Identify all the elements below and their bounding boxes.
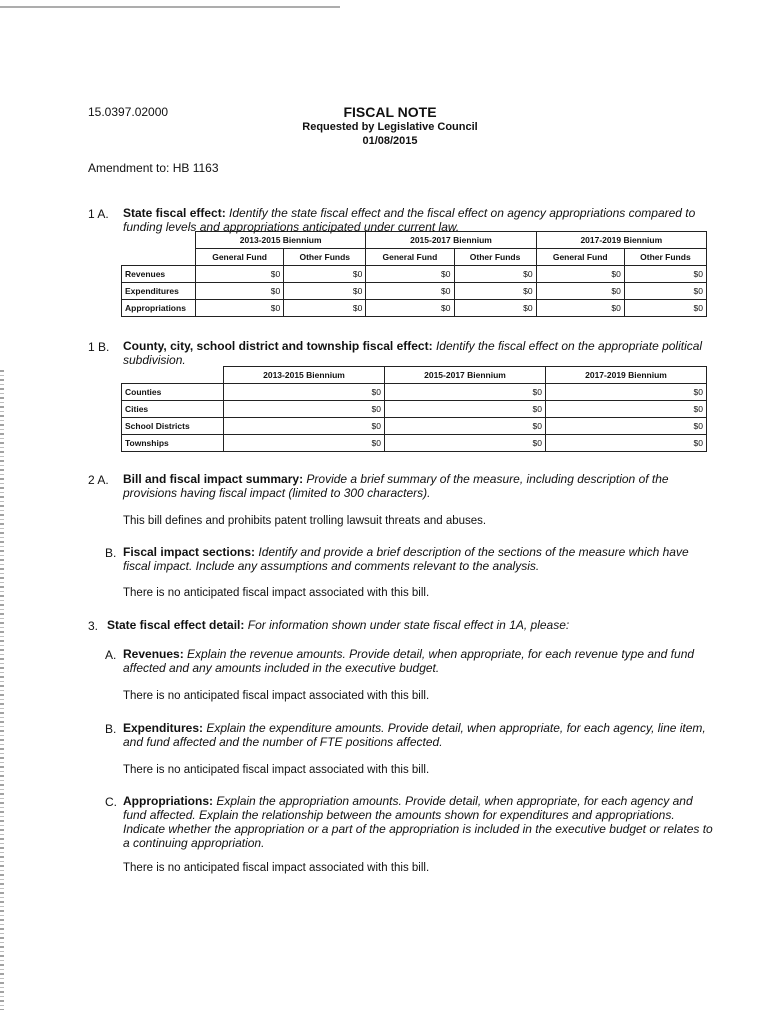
section-3-number: 3. (88, 619, 99, 633)
biennium-header: 2017-2019 Biennium (546, 367, 707, 384)
table-cell: $0 (454, 283, 536, 300)
table-cell: $0 (385, 401, 546, 418)
section-2a-label: Bill and fiscal impact summary: (123, 472, 304, 486)
table-cell: $0 (454, 266, 536, 283)
section-2a-answer: This bill defines and prohibits patent trolling lawsuit threats and abuses. (123, 515, 487, 527)
table-cell: $0 (224, 418, 385, 435)
table-cell: $0 (546, 435, 707, 452)
section-1a-instructions: Identify the state fiscal effect and the fiscal effect on agency appropriations compared to funding levels and appropriations anticipated under current law. (123, 206, 696, 234)
biennium-header: 2013-2015 Biennium (224, 367, 385, 384)
biennium-header: 2017-2019 Biennium (536, 232, 706, 249)
section-3c-heading (123, 794, 713, 850)
table-row (122, 367, 707, 384)
section-3a-answer: There is no anticipated fiscal impact associated with this bill. (123, 690, 430, 702)
table-cell: $0 (546, 418, 707, 435)
table-cell: $0 (224, 435, 385, 452)
state-fiscal-table (121, 231, 707, 317)
table-cell: $0 (284, 283, 366, 300)
table-row (122, 401, 707, 418)
biennium-header: 2015-2017 Biennium (366, 232, 536, 249)
row-label: Expenditures (122, 283, 196, 300)
section-2a-number: 2 A. (88, 473, 109, 487)
table-cell: $0 (536, 283, 624, 300)
table-cell: $0 (224, 401, 385, 418)
table-cell: $0 (385, 418, 546, 435)
section-3b-label: Expenditures: (123, 721, 204, 735)
section-2b-answer: There is no anticipated fiscal impact associated with this bill. (123, 587, 430, 599)
row-label: Revenues (122, 266, 196, 283)
section-3a-heading (123, 647, 713, 675)
section-1b-instructions: Identify the fiscal effect on the appropriate political subdivision. (123, 339, 703, 367)
fund-header: Other Funds (454, 249, 536, 266)
table-cell: $0 (385, 435, 546, 452)
table-cell: $0 (546, 384, 707, 401)
section-3a-number: A. (105, 648, 117, 662)
row-label: Cities (122, 401, 224, 418)
table-cell: $0 (536, 300, 624, 317)
section-3b-answer: There is no anticipated fiscal impact associated with this bill. (123, 764, 430, 776)
section-2a-instructions: Provide a brief summary of the measure, including description of the provisions having fiscal impact (limited to 300 characters). (123, 472, 669, 500)
section-2b-number: B. (105, 546, 117, 560)
section-3-instructions: For information shown under state fiscal effect in 1A, please: (247, 618, 570, 632)
table-cell: $0 (546, 401, 707, 418)
table-cell: $0 (196, 266, 284, 283)
table-cell: $0 (196, 300, 284, 317)
section-2a-heading (123, 472, 713, 500)
fund-header: Other Funds (284, 249, 366, 266)
section-3a-instructions: Explain the revenue amounts. Provide detail, when appropriate, for each revenue type and fund affected and any amounts included in the executive budget. (123, 647, 695, 675)
section-1b-label: County, city, school district and township fiscal effect: (123, 339, 433, 353)
table-row (122, 435, 707, 452)
requested-by: Requested by Legislative Council (302, 121, 478, 133)
table-cell: $0 (536, 266, 624, 283)
table-row (122, 249, 707, 266)
amendment-line: Amendment to: HB 1163 (88, 161, 219, 175)
section-3c-answer: There is no anticipated fiscal impact associated with this bill. (123, 862, 430, 874)
table-cell: $0 (224, 384, 385, 401)
table-cell: $0 (366, 266, 454, 283)
fund-header: General Fund (196, 249, 284, 266)
section-3c-instructions: Explain the appropriation amounts. Provide detail, when appropriate, for each agency and fund affected. Explain the relationship between the amounts shown for expenditures and appropriations. Indicate whether the appropriation or a part of the appropriation is included in the executive budget or relates to a continuing appropriation. (123, 794, 713, 850)
biennium-header: 2015-2017 Biennium (385, 367, 546, 384)
table-row (122, 300, 707, 317)
note-date: 01/08/2015 (362, 135, 418, 147)
table-cell: $0 (366, 283, 454, 300)
scan-edge-line (0, 6, 340, 8)
fund-header: General Fund (536, 249, 624, 266)
political-subdivision-table (121, 366, 707, 452)
table-cell: $0 (196, 283, 284, 300)
table-row (122, 232, 707, 249)
section-2b-instructions: Identify and provide a brief description of the sections of the measure which have fiscal impact. Include any assumptions and comments relevant to the analysis. (123, 545, 689, 573)
fund-header: Other Funds (624, 249, 706, 266)
table-cell: $0 (624, 283, 706, 300)
table-cell: $0 (284, 266, 366, 283)
doc-id: 15.0397.02000 (88, 105, 169, 119)
table-row (122, 384, 707, 401)
table-cell: $0 (385, 384, 546, 401)
section-1a-heading (123, 206, 713, 234)
section-3b-number: B. (105, 722, 117, 736)
fund-header: General Fund (366, 249, 454, 266)
section-3b-instructions: Explain the expenditure amounts. Provide detail, when appropriate, for each agency, line item, and fund affected and the number of FTE positions affected. (123, 721, 706, 749)
section-3a-label: Revenues: (123, 647, 184, 661)
section-3b-heading (123, 721, 713, 749)
table-cell: $0 (284, 300, 366, 317)
section-1a-label: State fiscal effect: (123, 206, 226, 220)
section-2b-label: Fiscal impact sections: (123, 545, 256, 559)
scan-edge-artifact (0, 370, 4, 1010)
table-cell: $0 (624, 266, 706, 283)
row-label: Appropriations (122, 300, 196, 317)
section-1b-heading (123, 339, 713, 367)
section-3-heading (107, 618, 707, 632)
section-2b-heading (123, 545, 713, 573)
table-cell: $0 (366, 300, 454, 317)
table-row (122, 283, 707, 300)
table-row (122, 418, 707, 435)
page-title: FISCAL NOTE (343, 104, 437, 120)
table-cell: $0 (624, 300, 706, 317)
biennium-header: 2013-2015 Biennium (196, 232, 366, 249)
row-label: School Districts (122, 418, 224, 435)
row-label: Counties (122, 384, 224, 401)
section-1b-number: 1 B. (88, 340, 110, 354)
section-3c-label: Appropriations: (123, 794, 213, 808)
row-label: Townships (122, 435, 224, 452)
table-cell: $0 (454, 300, 536, 317)
section-3c-number: C. (105, 795, 117, 809)
section-1a-number: 1 A. (88, 207, 109, 221)
table-row (122, 266, 707, 283)
section-3-label: State fiscal effect detail: (107, 618, 245, 632)
